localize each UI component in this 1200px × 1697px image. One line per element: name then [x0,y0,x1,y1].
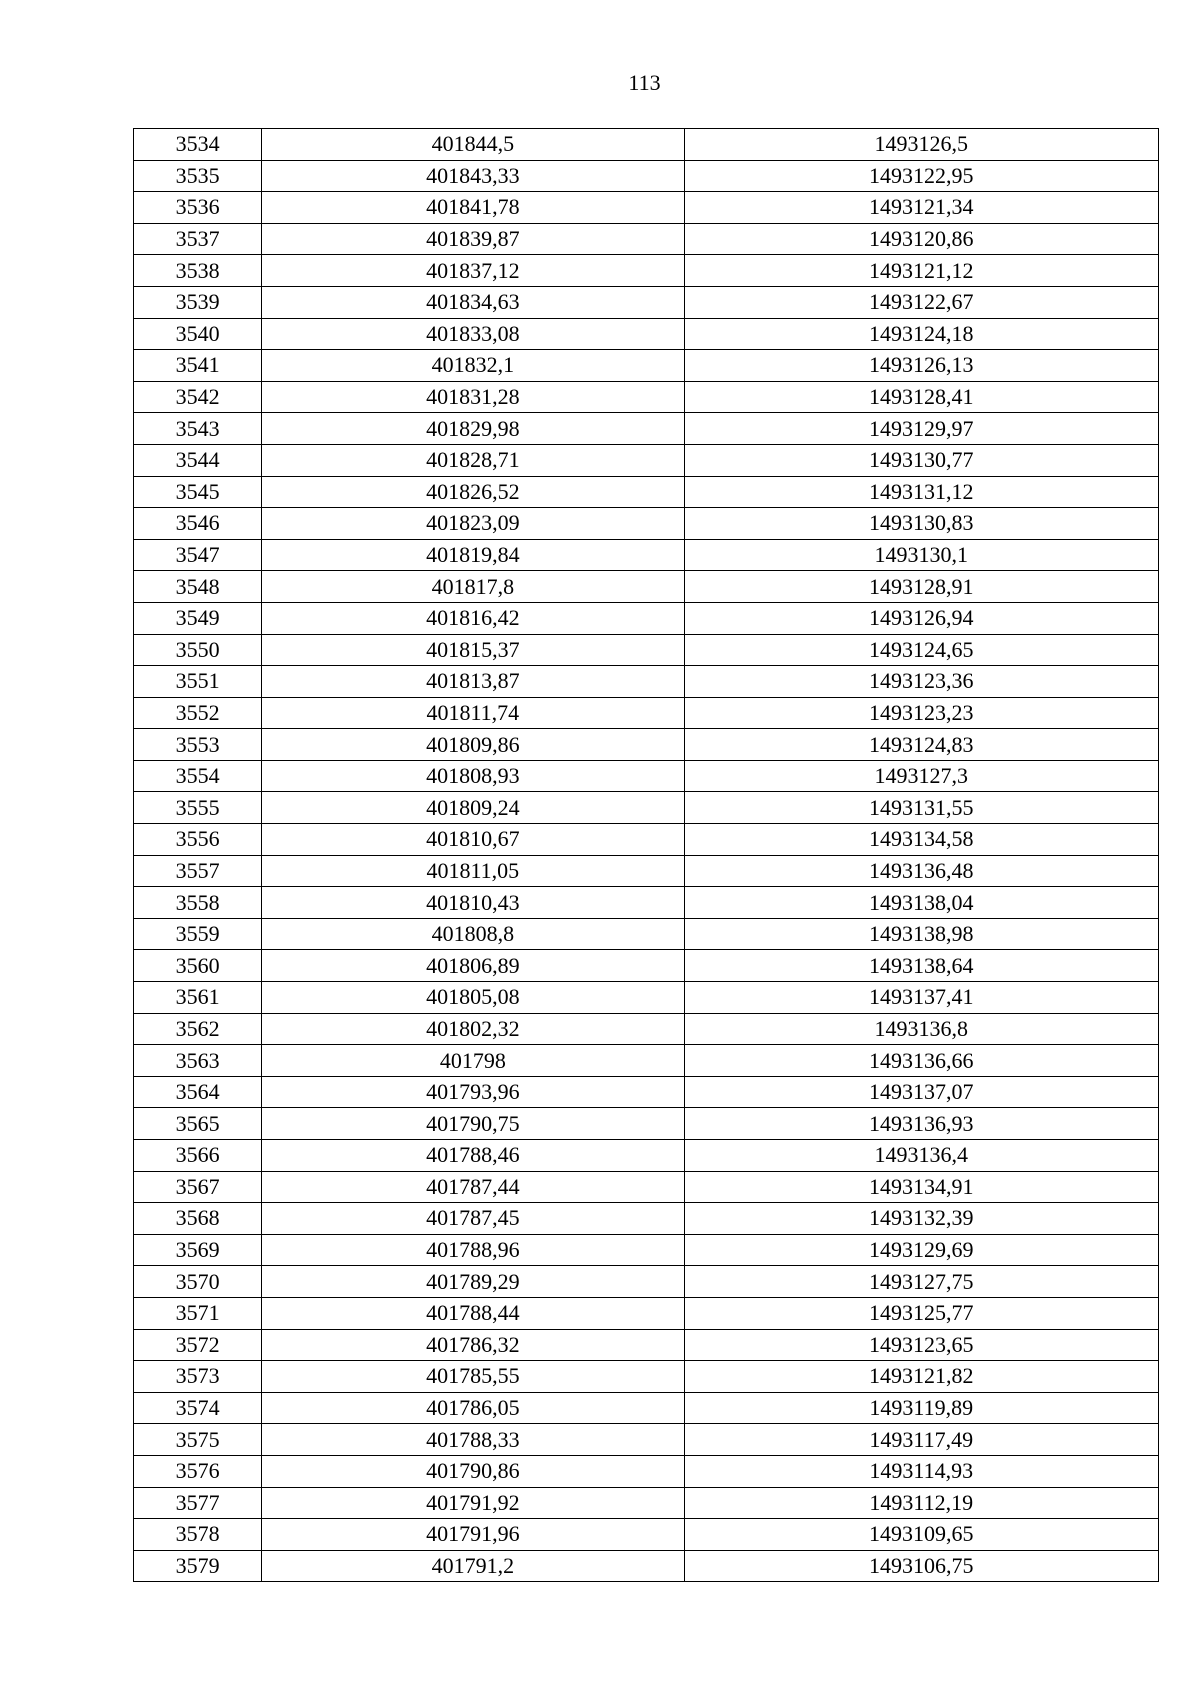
point-number-cell: 3566 [134,1140,262,1172]
table-row [134,1455,1159,1487]
table-row [134,792,1159,824]
point-number-cell: 3543 [134,413,262,445]
y-coordinate-cell: 1493128,41 [684,381,1158,413]
x-coordinate-cell: 401786,32 [262,1329,684,1361]
y-coordinate-cell: 1493127,75 [684,1266,1158,1298]
table-row [134,1519,1159,1551]
point-number-cell: 3577 [134,1487,262,1519]
table-row [134,381,1159,413]
x-coordinate-cell: 401841,78 [262,192,684,224]
table-row [134,1108,1159,1140]
y-coordinate-cell: 1493136,93 [684,1108,1158,1140]
table-row [134,855,1159,887]
coordinates-table [133,128,1159,1582]
table-row [134,760,1159,792]
table-row [134,1171,1159,1203]
x-coordinate-cell: 401788,33 [262,1424,684,1456]
table-row [134,129,1159,161]
x-coordinate-cell: 401828,71 [262,444,684,476]
table-row [134,1424,1159,1456]
point-number-cell: 3536 [134,192,262,224]
point-number-cell: 3557 [134,855,262,887]
y-coordinate-cell: 1493119,89 [684,1392,1158,1424]
x-coordinate-cell: 401839,87 [262,223,684,255]
y-coordinate-cell: 1493121,82 [684,1361,1158,1393]
y-coordinate-cell: 1493122,95 [684,160,1158,192]
y-coordinate-cell: 1493131,55 [684,792,1158,824]
table-row [134,508,1159,540]
y-coordinate-cell: 1493114,93 [684,1455,1158,1487]
point-number-cell: 3554 [134,760,262,792]
y-coordinate-cell: 1493112,19 [684,1487,1158,1519]
x-coordinate-cell: 401816,42 [262,602,684,634]
x-coordinate-cell: 401809,86 [262,729,684,761]
y-coordinate-cell: 1493130,83 [684,508,1158,540]
x-coordinate-cell: 401810,67 [262,824,684,856]
x-coordinate-cell: 401805,08 [262,982,684,1014]
y-coordinate-cell: 1493126,13 [684,350,1158,382]
point-number-cell: 3568 [134,1203,262,1235]
y-coordinate-cell: 1493137,07 [684,1076,1158,1108]
x-coordinate-cell: 401823,09 [262,508,684,540]
point-number-cell: 3560 [134,950,262,982]
point-number-cell: 3552 [134,697,262,729]
table-row [134,255,1159,287]
y-coordinate-cell: 1493138,64 [684,950,1158,982]
table-row [134,192,1159,224]
table-row [134,729,1159,761]
y-coordinate-cell: 1493134,91 [684,1171,1158,1203]
table-row [134,634,1159,666]
point-number-cell: 3539 [134,286,262,318]
table-row [134,571,1159,603]
table-row [134,1550,1159,1582]
x-coordinate-cell: 401843,33 [262,160,684,192]
point-number-cell: 3538 [134,255,262,287]
point-number-cell: 3578 [134,1519,262,1551]
x-coordinate-cell: 401802,32 [262,1013,684,1045]
table-row [134,318,1159,350]
y-coordinate-cell: 1493123,23 [684,697,1158,729]
table-row [134,950,1159,982]
x-coordinate-cell: 401787,45 [262,1203,684,1235]
point-number-cell: 3558 [134,887,262,919]
point-number-cell: 3544 [134,444,262,476]
point-number-cell: 3547 [134,539,262,571]
x-coordinate-cell: 401813,87 [262,666,684,698]
table-row [134,1045,1159,1077]
x-coordinate-cell: 401834,63 [262,286,684,318]
y-coordinate-cell: 1493138,04 [684,887,1158,919]
y-coordinate-cell: 1493124,83 [684,729,1158,761]
table-row [134,286,1159,318]
x-coordinate-cell: 401806,89 [262,950,684,982]
point-number-cell: 3561 [134,982,262,1014]
x-coordinate-cell: 401798 [262,1045,684,1077]
y-coordinate-cell: 1493128,91 [684,571,1158,603]
table-row [134,602,1159,634]
x-coordinate-cell: 401831,28 [262,381,684,413]
table-row [134,476,1159,508]
point-number-cell: 3545 [134,476,262,508]
table-row [134,824,1159,856]
y-coordinate-cell: 1493120,86 [684,223,1158,255]
table-row [134,413,1159,445]
table-row [134,666,1159,698]
point-number-cell: 3567 [134,1171,262,1203]
x-coordinate-cell: 401788,96 [262,1234,684,1266]
y-coordinate-cell: 1493130,77 [684,444,1158,476]
table-row [134,1013,1159,1045]
point-number-cell: 3573 [134,1361,262,1393]
table-row [134,697,1159,729]
x-coordinate-cell: 401788,44 [262,1297,684,1329]
y-coordinate-cell: 1493123,65 [684,1329,1158,1361]
point-number-cell: 3563 [134,1045,262,1077]
y-coordinate-cell: 1493121,34 [684,192,1158,224]
y-coordinate-cell: 1493124,65 [684,634,1158,666]
y-coordinate-cell: 1493109,65 [684,1519,1158,1551]
y-coordinate-cell: 1493136,8 [684,1013,1158,1045]
x-coordinate-cell: 401811,05 [262,855,684,887]
y-coordinate-cell: 1493130,1 [684,539,1158,571]
point-number-cell: 3551 [134,666,262,698]
point-number-cell: 3571 [134,1297,262,1329]
x-coordinate-cell: 401789,29 [262,1266,684,1298]
x-coordinate-cell: 401811,74 [262,697,684,729]
point-number-cell: 3553 [134,729,262,761]
x-coordinate-cell: 401809,24 [262,792,684,824]
table-row [134,1392,1159,1424]
y-coordinate-cell: 1493131,12 [684,476,1158,508]
point-number-cell: 3576 [134,1455,262,1487]
x-coordinate-cell: 401785,55 [262,1361,684,1393]
y-coordinate-cell: 1493126,94 [684,602,1158,634]
y-coordinate-cell: 1493136,66 [684,1045,1158,1077]
x-coordinate-cell: 401808,93 [262,760,684,792]
table-row [134,223,1159,255]
point-number-cell: 3534 [134,129,262,161]
x-coordinate-cell: 401832,1 [262,350,684,382]
point-number-cell: 3565 [134,1108,262,1140]
point-number-cell: 3569 [134,1234,262,1266]
y-coordinate-cell: 1493129,97 [684,413,1158,445]
point-number-cell: 3572 [134,1329,262,1361]
table-row [134,887,1159,919]
table-row [134,1361,1159,1393]
y-coordinate-cell: 1493136,48 [684,855,1158,887]
x-coordinate-cell: 401829,98 [262,413,684,445]
x-coordinate-cell: 401833,08 [262,318,684,350]
point-number-cell: 3542 [134,381,262,413]
table-row [134,160,1159,192]
y-coordinate-cell: 1493127,3 [684,760,1158,792]
coordinates-table-body [134,129,1159,1582]
point-number-cell: 3548 [134,571,262,603]
y-coordinate-cell: 1493123,36 [684,666,1158,698]
point-number-cell: 3537 [134,223,262,255]
point-number-cell: 3564 [134,1076,262,1108]
x-coordinate-cell: 401790,86 [262,1455,684,1487]
x-coordinate-cell: 401791,2 [262,1550,684,1582]
table-row [134,1234,1159,1266]
point-number-cell: 3559 [134,918,262,950]
x-coordinate-cell: 401819,84 [262,539,684,571]
point-number-cell: 3574 [134,1392,262,1424]
y-coordinate-cell: 1493134,58 [684,824,1158,856]
table-row [134,1140,1159,1172]
point-number-cell: 3541 [134,350,262,382]
table-row [134,444,1159,476]
y-coordinate-cell: 1493124,18 [684,318,1158,350]
x-coordinate-cell: 401815,37 [262,634,684,666]
point-number-cell: 3535 [134,160,262,192]
table-row [134,1329,1159,1361]
x-coordinate-cell: 401826,52 [262,476,684,508]
x-coordinate-cell: 401793,96 [262,1076,684,1108]
table-row [134,1487,1159,1519]
y-coordinate-cell: 1493106,75 [684,1550,1158,1582]
point-number-cell: 3555 [134,792,262,824]
table-row [134,350,1159,382]
point-number-cell: 3549 [134,602,262,634]
y-coordinate-cell: 1493132,39 [684,1203,1158,1235]
point-number-cell: 3546 [134,508,262,540]
x-coordinate-cell: 401790,75 [262,1108,684,1140]
y-coordinate-cell: 1493121,12 [684,255,1158,287]
point-number-cell: 3540 [134,318,262,350]
point-number-cell: 3579 [134,1550,262,1582]
table-row [134,539,1159,571]
page-number: 113 [628,70,661,95]
y-coordinate-cell: 1493122,67 [684,286,1158,318]
x-coordinate-cell: 401791,96 [262,1519,684,1551]
point-number-cell: 3550 [134,634,262,666]
y-coordinate-cell: 1493138,98 [684,918,1158,950]
y-coordinate-cell: 1493126,5 [684,129,1158,161]
x-coordinate-cell: 401817,8 [262,571,684,603]
point-number-cell: 3575 [134,1424,262,1456]
y-coordinate-cell: 1493129,69 [684,1234,1158,1266]
y-coordinate-cell: 1493125,77 [684,1297,1158,1329]
x-coordinate-cell: 401787,44 [262,1171,684,1203]
point-number-cell: 3562 [134,1013,262,1045]
point-number-cell: 3556 [134,824,262,856]
x-coordinate-cell: 401837,12 [262,255,684,287]
x-coordinate-cell: 401810,43 [262,887,684,919]
x-coordinate-cell: 401844,5 [262,129,684,161]
table-row [134,1297,1159,1329]
x-coordinate-cell: 401808,8 [262,918,684,950]
y-coordinate-cell: 1493136,4 [684,1140,1158,1172]
x-coordinate-cell: 401788,46 [262,1140,684,1172]
x-coordinate-cell: 401791,92 [262,1487,684,1519]
table-row [134,1266,1159,1298]
point-number-cell: 3570 [134,1266,262,1298]
table-row [134,1076,1159,1108]
y-coordinate-cell: 1493117,49 [684,1424,1158,1456]
table-row [134,918,1159,950]
table-row [134,1203,1159,1235]
table-row [134,982,1159,1014]
y-coordinate-cell: 1493137,41 [684,982,1158,1014]
x-coordinate-cell: 401786,05 [262,1392,684,1424]
